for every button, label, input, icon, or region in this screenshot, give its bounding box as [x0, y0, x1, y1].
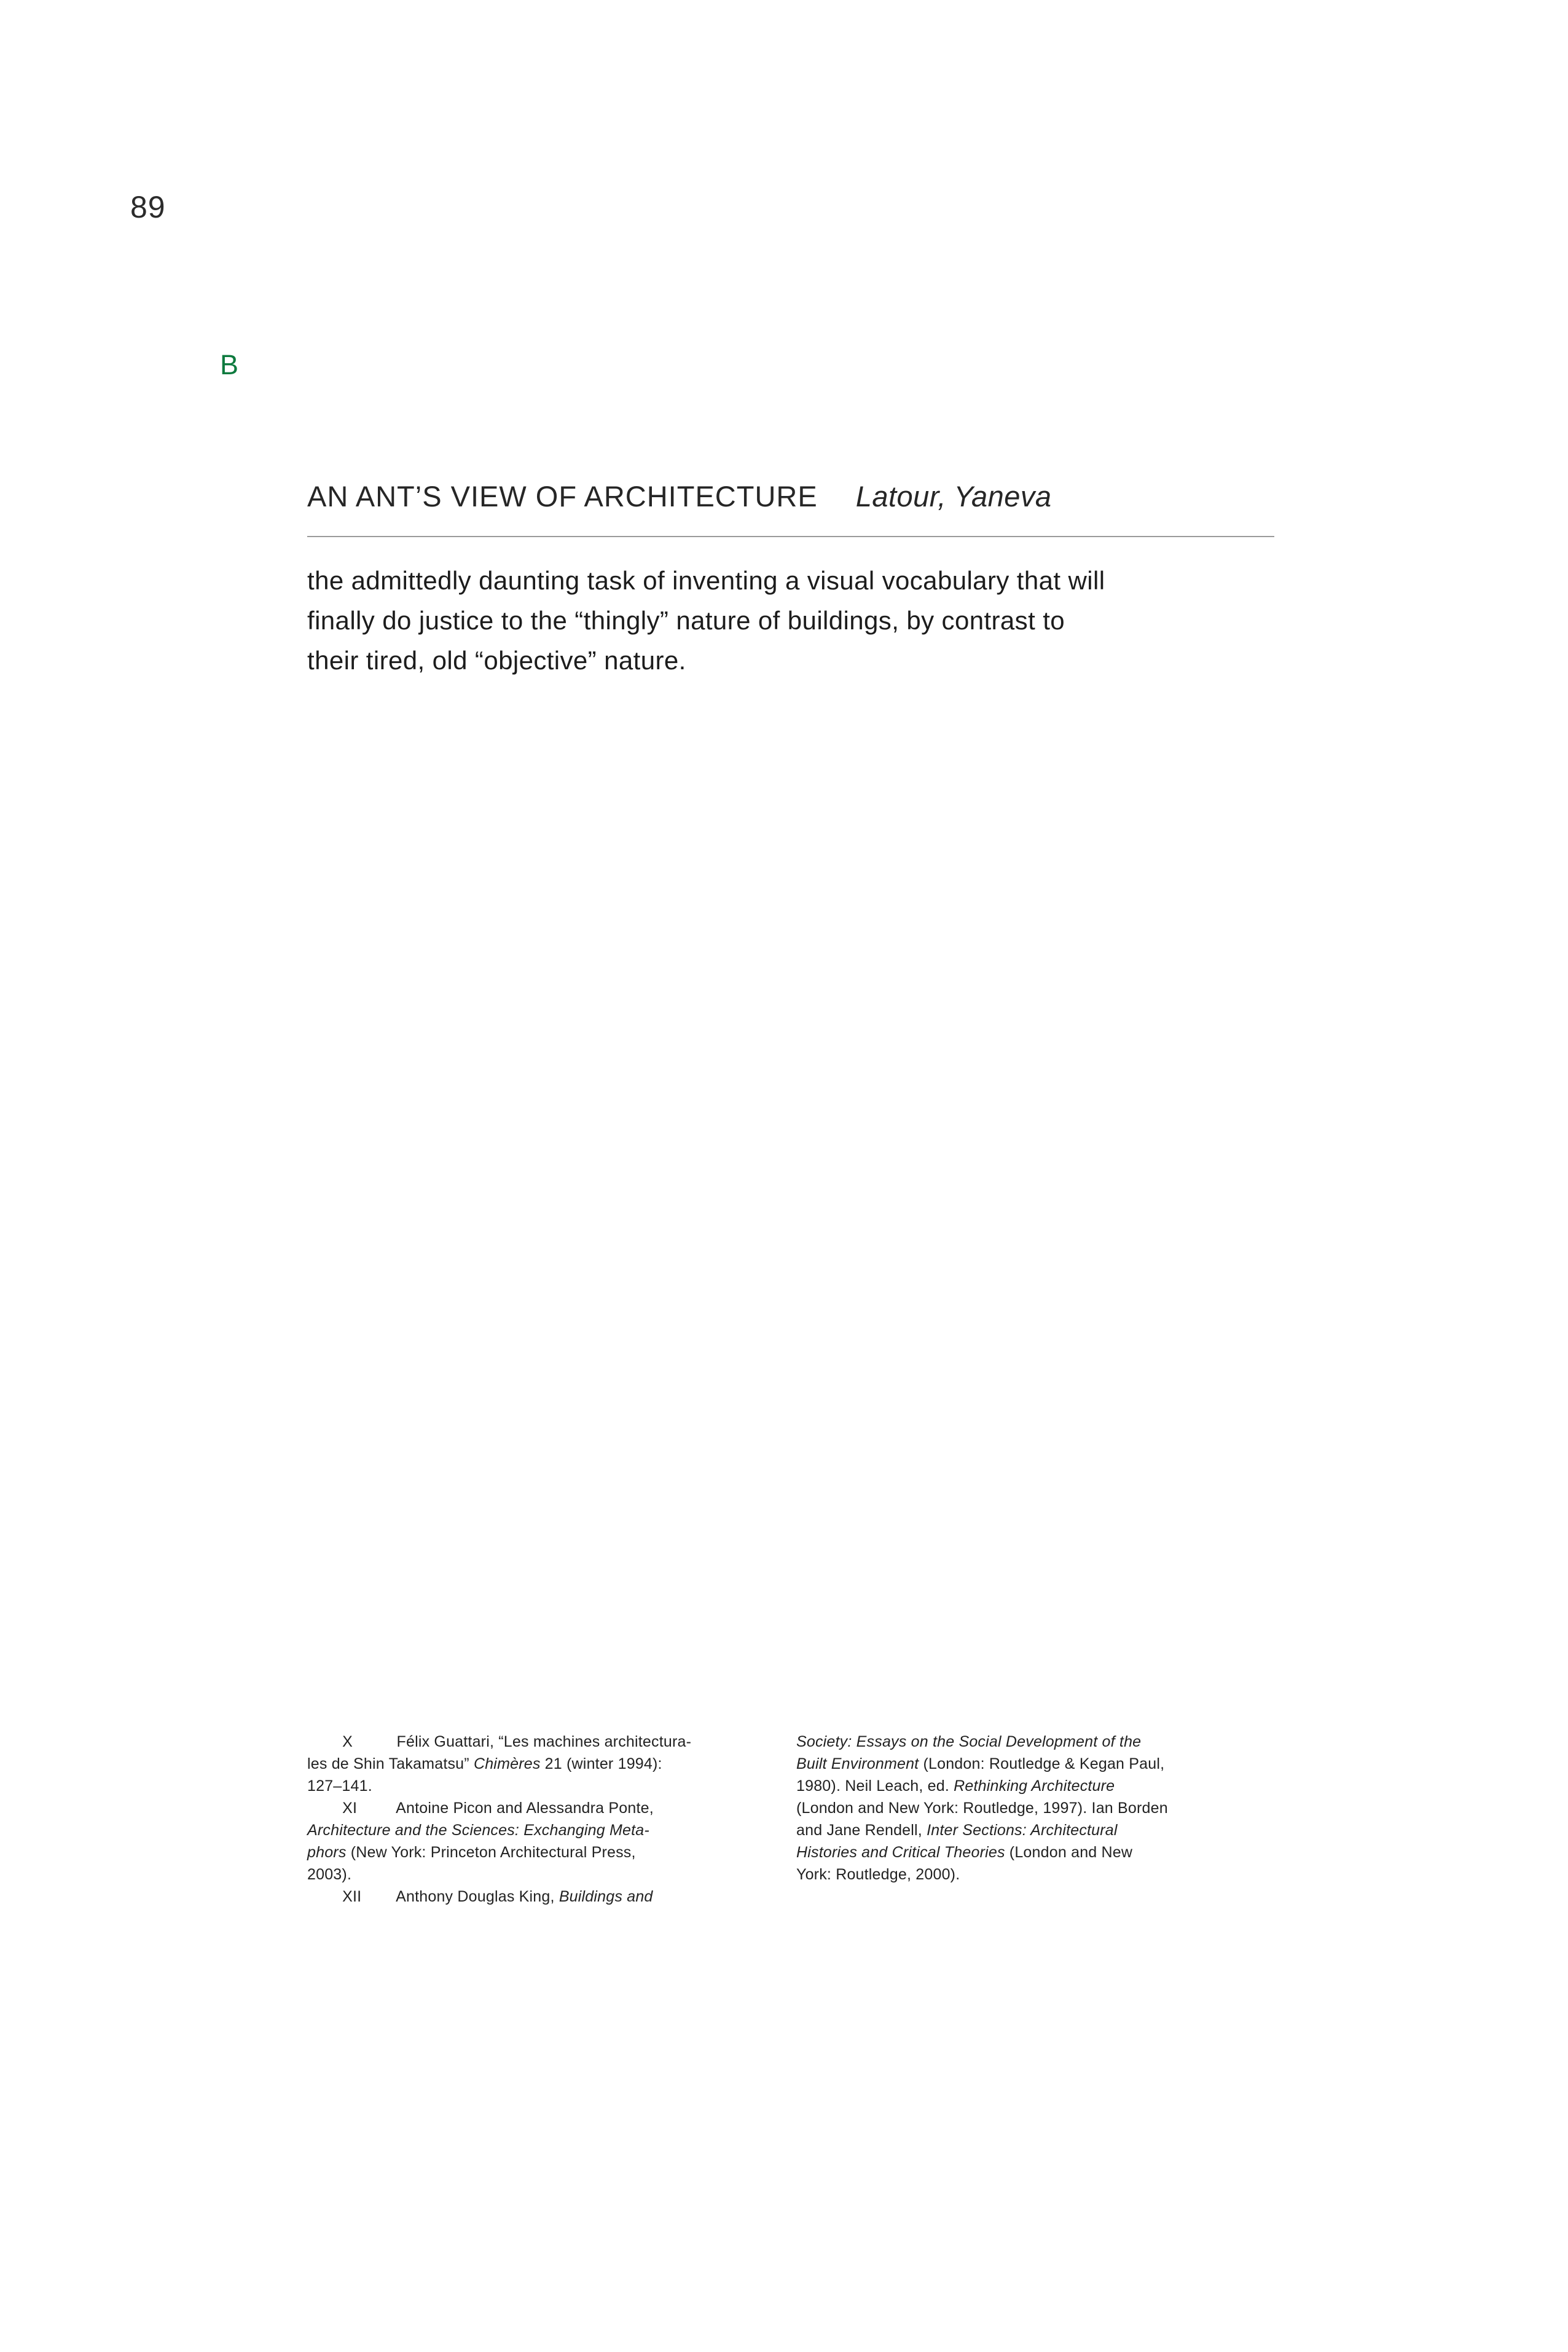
- header-rule: [307, 536, 1274, 537]
- text-line: [796, 1863, 1251, 1886]
- text-segment-italic: Histories and Critical Theories: [796, 1844, 1005, 1861]
- article-title: AN ANT’S VIEW OF ARCHITECTURE: [307, 480, 818, 513]
- text-segment-italic: Rethinking Architecture: [954, 1777, 1115, 1795]
- text-segment: les de Shin Takamatsu”: [307, 1755, 474, 1772]
- text-segment-italic: Built Environment: [796, 1755, 919, 1772]
- footnotes: [307, 1731, 1276, 1908]
- text-line: [796, 1841, 1251, 1863]
- text-line: [307, 600, 1105, 640]
- text-line: [307, 1731, 762, 1753]
- text-segment: XII Anthony Douglas King,: [307, 1888, 559, 1905]
- text-line: [307, 1819, 762, 1841]
- text-line: [796, 1753, 1251, 1775]
- text-line: [796, 1731, 1251, 1753]
- text-segment: and Jane Rendell,: [796, 1822, 927, 1839]
- text-segment-italic: Inter Sections: Architectural: [927, 1822, 1118, 1839]
- page-number: 89: [130, 190, 166, 224]
- text-line: [307, 1863, 762, 1886]
- text-segment: (New York: Princeton Architectural Press,: [346, 1844, 636, 1861]
- text-segment-italic: Society: Essays on the Social Development of the: [796, 1733, 1142, 1750]
- text-segment: 2003).: [307, 1866, 352, 1883]
- text-segment: 21 (winter 1994):: [540, 1755, 662, 1772]
- section-letter: B: [220, 349, 239, 380]
- text-line: [307, 1753, 762, 1775]
- footnotes-left-column: [307, 1731, 762, 1908]
- text-segment: (London and New: [1005, 1844, 1133, 1861]
- article-header: [307, 479, 1052, 513]
- text-line: [307, 640, 1105, 680]
- text-segment-italic: Architecture and the Sciences: Exchanging Meta-: [307, 1822, 649, 1839]
- text-segment-italic: Chimères: [473, 1755, 541, 1772]
- body-paragraph: [307, 560, 1105, 680]
- text-segment: XI Antoine Picon and Alessandra Ponte,: [307, 1799, 654, 1817]
- text-line: [796, 1797, 1251, 1819]
- text-line: [307, 560, 1105, 600]
- text-segment-italic: phors: [307, 1844, 347, 1861]
- text-segment: X Félix Guattari, “Les machines architectura-: [307, 1733, 692, 1750]
- text-segment: 1980). Neil Leach, ed.: [796, 1777, 954, 1795]
- text-segment-italic: Buildings and: [559, 1888, 653, 1905]
- text-segment: their tired, old “objective” nature.: [307, 646, 686, 675]
- text-line: [307, 1841, 762, 1863]
- text-segment: the admittedly daunting task of inventing a visual vocabulary that will: [307, 566, 1105, 595]
- text-segment: (London: Routledge & Kegan Paul,: [919, 1755, 1165, 1772]
- text-segment: 127–141.: [307, 1777, 372, 1795]
- footnotes-right-column: [796, 1731, 1251, 1908]
- article-authors: Latour, Yaneva: [855, 480, 1052, 513]
- text-line: [307, 1886, 762, 1908]
- text-line: [796, 1819, 1251, 1841]
- text-segment: (London and New York: Routledge, 1997). Ian Borden: [796, 1799, 1168, 1817]
- text-segment: finally do justice to the “thingly” nature of buildings, by contrast to: [307, 606, 1065, 635]
- text-line: [307, 1775, 762, 1797]
- text-segment: York: Routledge, 2000).: [796, 1866, 960, 1883]
- text-line: [796, 1775, 1251, 1797]
- text-line: [307, 1797, 762, 1819]
